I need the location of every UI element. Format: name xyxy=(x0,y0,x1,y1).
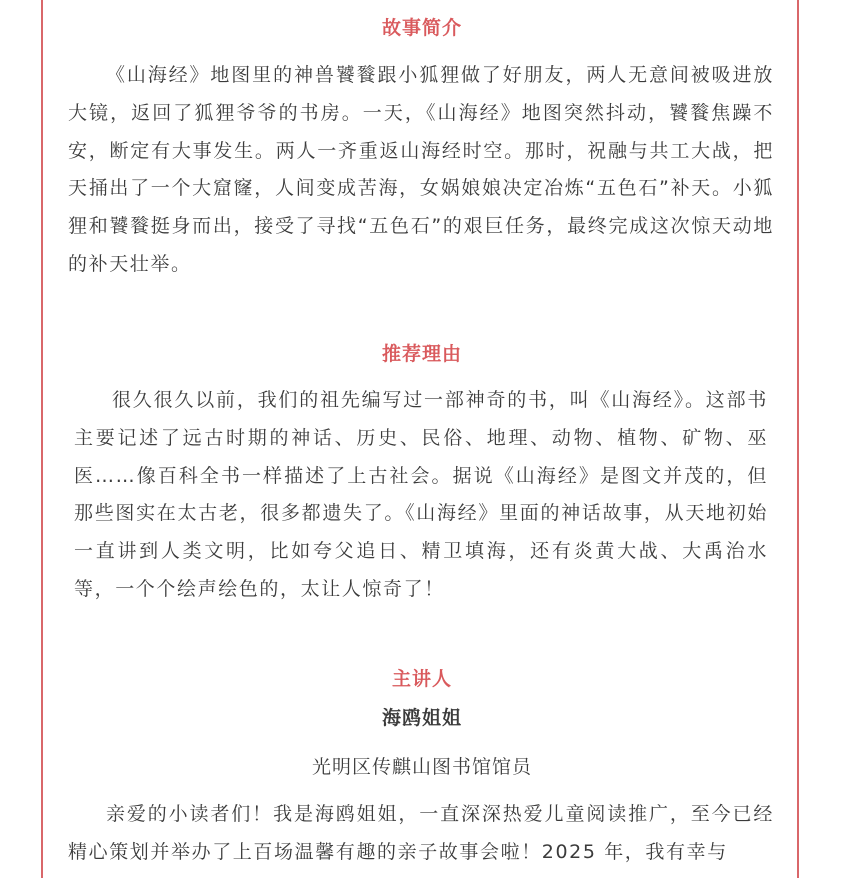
story-intro-paragraph: 《山海经》地图里的神兽饕餮跟小狐狸做了好朋友，两人无意间被吸进放大镜，返回了狐狸爷爷的书房。一天，《山海经》地图突然抖动，饕餮焦躁不安，断定有大事发生。两人一齐重返山海经时空。那时，祝融与共工大战，把天捅出了一个大窟窿，人间变成苦海，女娲娘娘决定冶炼“五色石”补天。小狐狸和饕餮挺身而出，接受了寻找“五色石”的艰巨任务，最终完成这次惊天动地的补天壮举。 xyxy=(68,64,774,275)
speaker-bio-paragraph: 亲爱的小读者们！我是海鸥姐姐，一直深深热爱儿童阅读推广，至今已经精心策划并举办了上百场温馨有趣的亲子故事会啦！2025 年，我有幸与 xyxy=(68,803,774,863)
story-intro-heading: 故事简介 xyxy=(381,17,462,39)
recommend-reason-paragraph: 很久很久以前，我们的祖先编写过一部神奇的书，叫《山海经》。这部书主要记述了远古时期的神话、历史、民俗、地理、动物、植物、矿物、巫医……像百科全书一样描述了上古社会。据说《山海经》是图文并茂的，但那些图实在太古老，很多都遗失了。《山海经》里面的神话故事，从天地初始一直讲到人类文明，比如夸父追日、精卫填海，还有炎黄大战、大禹治水等，一个个绘声绘色的，太让人惊奇了！ xyxy=(74,389,768,600)
speaker-title: 光明区传麒山图书馆馆员 xyxy=(311,756,532,778)
recommend-reason-heading: 推荐理由 xyxy=(381,343,462,365)
speaker-name: 海鸥姐姐 xyxy=(381,707,462,729)
speaker-heading: 主讲人 xyxy=(391,668,452,690)
